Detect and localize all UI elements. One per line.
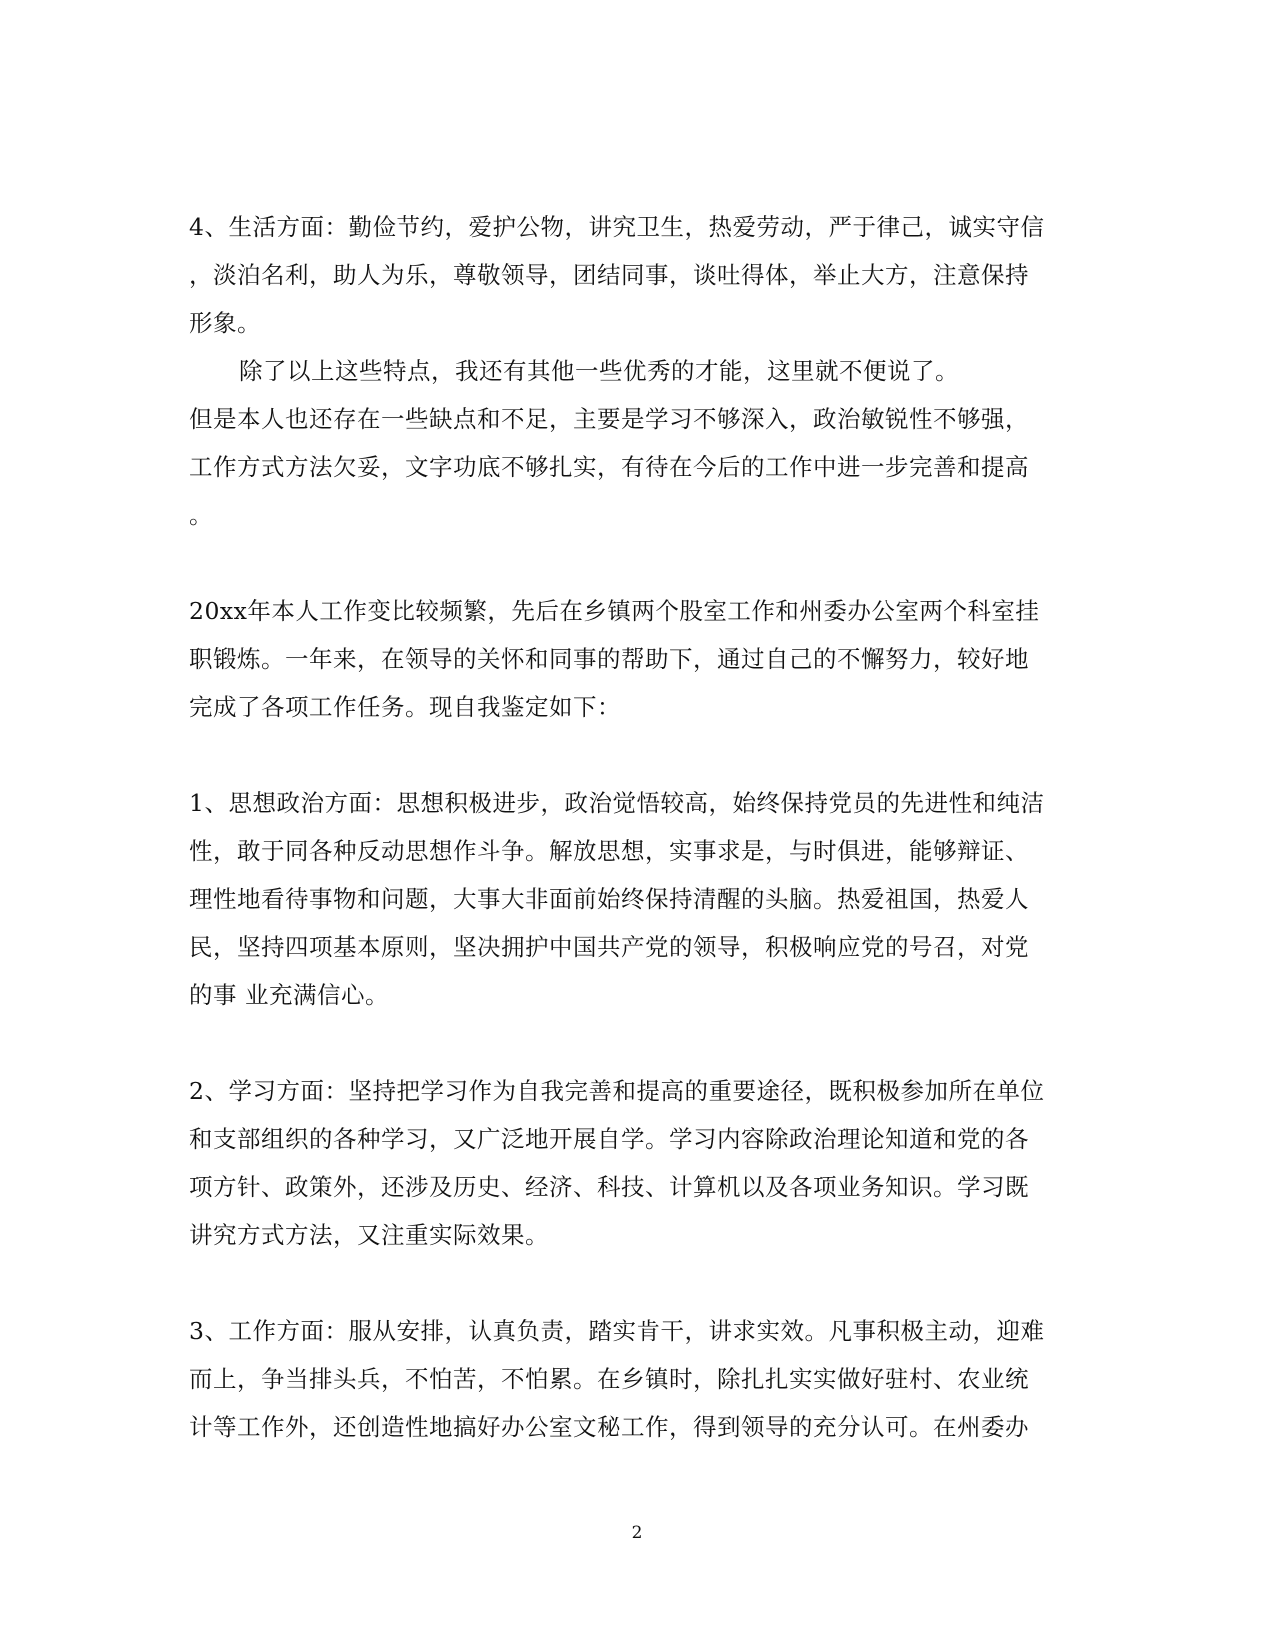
text-line: 除了以上这些特点，我还有其他一些优秀的才能，这里就不便说了。 <box>239 357 959 385</box>
text-line: 工作方式方法欠妥，文字功底不够扎实，有待在今后的工作中进一步完善和提高 <box>189 453 1029 481</box>
text-line: 民，坚持四项基本原则，坚决拥护中国共产党的领导，积极响应党的号召，对党 <box>189 933 1029 961</box>
paragraph-life <box>189 203 1079 347</box>
text-line: 但是本人也还存在一些缺点和不足，主要是学习不够深入，政治敏锐性不够强， <box>189 405 1029 433</box>
text-line: 20xx年本人工作变比较频繁，先后在乡镇两个股室工作和州委办公室两个科室挂 <box>189 597 1040 625</box>
text-line: 3、工作方面：服从安排，认真负责，踏实肯干，讲求实效。凡事积极主动，迎难 <box>189 1317 1045 1345</box>
text-line: 而上，争当排头兵，不怕苦，不怕累。在乡镇时，除扎扎实实做好驻村、农业统 <box>189 1365 1029 1393</box>
text-line: 。 <box>189 501 213 529</box>
text-line: 的事 业充满信心。 <box>189 981 389 1009</box>
text-line: 理性地看待事物和问题，大事大非面前始终保持清醒的头脑。热爱祖国，热爱人 <box>189 885 1029 913</box>
paragraph-other-talents <box>189 347 1079 395</box>
page-number: 2 <box>631 1523 643 1543</box>
paragraph-intro <box>189 587 1079 731</box>
document-body <box>189 203 1079 1451</box>
paragraph-gap <box>189 1019 1079 1067</box>
text-line: 完成了各项工作任务。现自我鉴定如下： <box>189 693 621 721</box>
text-line: 形象。 <box>189 309 261 337</box>
text-line: 项方针、政策外，还涉及历史、经济、科技、计算机以及各项业务知识。学习既 <box>189 1173 1029 1201</box>
text-line: 2、学习方面：坚持把学习作为自我完善和提高的重要途径，既积极参加所在单位 <box>189 1077 1045 1105</box>
text-line: 职锻炼。一年来，在领导的关怀和同事的帮助下，通过自己的不懈努力，较好地 <box>189 645 1029 673</box>
paragraph-gap <box>189 1259 1079 1307</box>
paragraph-gap <box>189 731 1079 779</box>
text-line: 4、生活方面：勤俭节约，爱护公物，讲究卫生，热爱劳动，严于律己，诚实守信 <box>189 213 1045 241</box>
paragraph-work <box>189 1307 1079 1451</box>
text-line: 性，敢于同各种反动思想作斗争。解放思想，实事求是，与时俱进，能够辩证、 <box>189 837 1029 865</box>
paragraph-gap <box>189 539 1079 587</box>
text-line: 计等工作外，还创造性地搞好办公室文秘工作，得到领导的充分认可。在州委办 <box>189 1413 1029 1441</box>
text-line: 和支部组织的各种学习，又广泛地开展自学。学习内容除政治理论知道和党的各 <box>189 1125 1029 1153</box>
paragraph-shortcomings <box>189 395 1079 539</box>
text-line: 讲究方式方法，又注重实际效果。 <box>189 1221 549 1249</box>
text-line: 1、思想政治方面：思想积极进步，政治觉悟较高，始终保持党员的先进性和纯洁 <box>189 789 1045 817</box>
paragraph-politics <box>189 779 1079 1019</box>
text-line: ，淡泊名利，助人为乐，尊敬领导，团结同事，谈吐得体，举止大方，注意保持 <box>189 261 1029 289</box>
paragraph-study <box>189 1067 1079 1259</box>
